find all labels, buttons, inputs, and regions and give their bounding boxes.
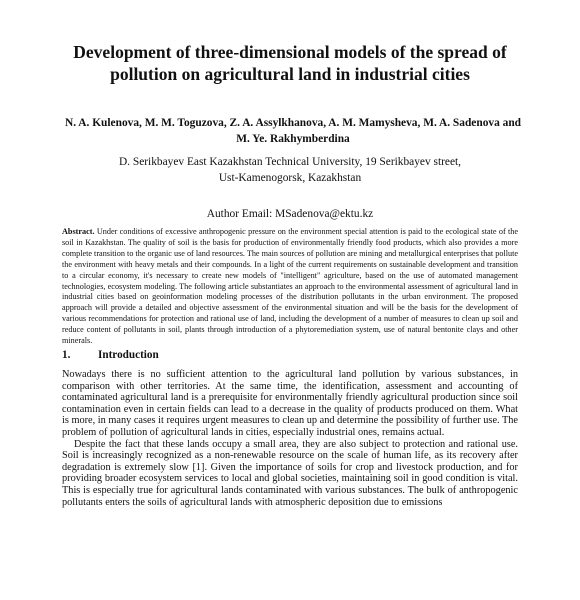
section-body — [62, 369, 518, 508]
abstract-text: Under conditions of excessive anthropogenic pressure on the environment special attention is paid to the ecological state of the soil in Kazakhstan. The quality of soil is the basis for production of environmentally friendly food products, which also provides a more complete transition to the organic use of land resources. The main sources of pollution are mining and metallurgical enterprises that pollute the environment with heavy metals and their compounds. In a light of the current requirements on sustainable development and transition to a circular economy, it's necessary to create new models of "intelligent" agriculture, based on the use of automated management technologies, ecosystem modeling. The following article substantiates an approach to the environmental assessment of agricultural land in industrial cities based on geoinformation modeling processes of the distribution pollutants in the urban environment. The proposed approach will provide a detailed and objective assessment of the environmental situation and will be the basis for the development of various recommendations for protection and rational use of land, including the development of a number of measures to clean up soil and reduce content of pollutants in soil, plants through introduction of a phytoremediation system, use of natural bentonite clays and other minerals. — [62, 227, 519, 346]
paragraph-1: Nowadays there is no sufficient attention to the agricultural land pollution by various substances, in comparison with other territories. At the same time, the identification, assessment and accounting of contaminated agricultural land is a prerequisite for environmentally friendly agricultural production since soil contamination even in certain fields can lead to a decrease in the quality of products produced on them. What is more, in many cases it requires urgent measures to clean up and determine the possibility of further use. The problem of pollution of agricultural lands in cities, especially industrial ones, remains actual. — [62, 369, 518, 438]
section-number: 1. — [62, 349, 71, 361]
author-list: N. A. Kulenova, M. M. Toguzova, Z. A. Assylkhanova, A. M. Mamysheva, M. A. Sadenova and M. Ye. Rakhymberdina — [64, 117, 521, 145]
abstract-label: Abstract. — [62, 227, 95, 236]
abstract — [62, 227, 518, 347]
affiliation — [90, 155, 490, 186]
paragraph-2: Despite the fact that these lands occupy a small area, they are also subject to protection and rational use. Soil is increasingly recognized as a non-renewable resource on the scale of human life, as its recovery after degradation is extremely slow [1]. Given the importance of soils for crop and livestock production, and for providing broader ecosystem services to local and global societies, maintaining soil in good condition is vital. This is especially true for agricultural lands contaminated with various substances. The bulk of anthropogenic pollutants enters the soils of agricultural lands with atmospheric deposition due to emissions — [62, 438, 518, 508]
paper-title: Development of three-dimensional models of the spread of pollution on agricultural land in industrial cities — [73, 42, 507, 84]
section-heading — [62, 348, 518, 362]
affiliation-line-1: D. Serikbayev East Kazakhstan Technical University, 19 Serikbayev street, — [118, 156, 462, 168]
affiliation-line-2: Ust-Kamenogorsk, Kazakhstan — [218, 171, 362, 184]
section-title: Introduction — [98, 349, 159, 361]
author-email[interactable]: Author Email: MSadenova@ektu.kz — [206, 208, 374, 220]
